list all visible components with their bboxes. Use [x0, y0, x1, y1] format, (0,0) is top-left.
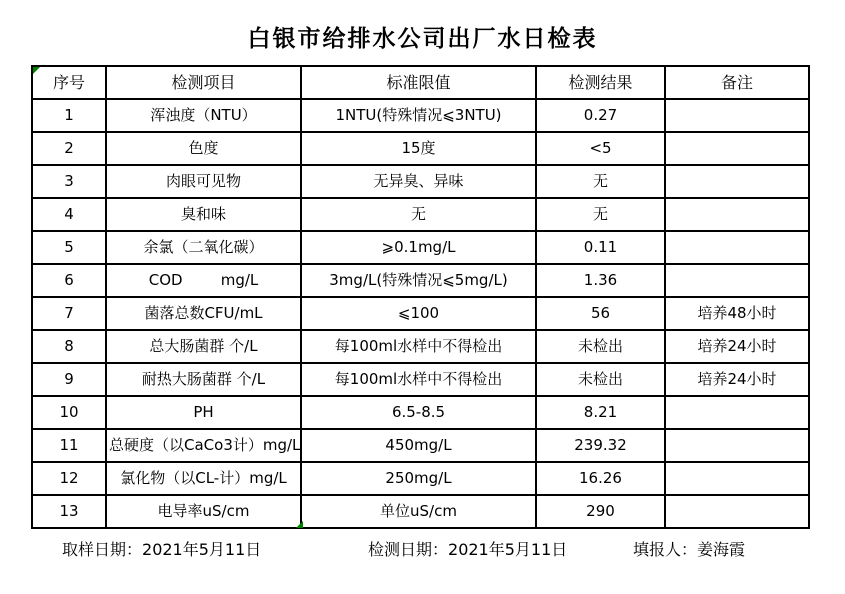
- sample-date-value: 2021年5月11日: [142, 540, 262, 559]
- table-row: [32, 297, 809, 330]
- cell-item: 余氯（二氧化碳）: [106, 231, 301, 264]
- cell-result: 0.11: [536, 231, 665, 264]
- cell-limit: 6.5-8.5: [301, 396, 536, 429]
- cell-item: 臭和味: [106, 198, 301, 231]
- cell-no: 13: [32, 495, 106, 528]
- cell-result: 290: [536, 495, 665, 528]
- cell-limit: ⩽100: [301, 297, 536, 330]
- cell-result: 1.36: [536, 264, 665, 297]
- cell-result: <5: [536, 132, 665, 165]
- sample-date: [62, 537, 261, 560]
- cell-limit: ⩾0.1mg/L: [301, 231, 536, 264]
- table-row: [32, 165, 809, 198]
- cell-result: 239.32: [536, 429, 665, 462]
- cell-item: 肉眼可见物: [106, 165, 301, 198]
- cell-result: 56: [536, 297, 665, 330]
- cell-item: PH: [106, 396, 301, 429]
- col-header-limit: 标准限值: [301, 66, 536, 99]
- cell-note: [665, 264, 809, 297]
- cell-result: 8.21: [536, 396, 665, 429]
- cell-item: 菌落总数CFU/mL: [106, 297, 301, 330]
- table-row: [32, 99, 809, 132]
- cell-item: 浑浊度（NTU）: [106, 99, 301, 132]
- cell-note: 培养24小时: [665, 363, 809, 396]
- table-row: [32, 495, 809, 528]
- cell-result: 无: [536, 165, 665, 198]
- cell-limit: 3mg/L(特殊情况⩽5mg/L): [301, 264, 536, 297]
- table-row: [32, 198, 809, 231]
- table-row: [32, 231, 809, 264]
- cell-no: 8: [32, 330, 106, 363]
- cell-limit: 1NTU(特殊情况⩽3NTU): [301, 99, 536, 132]
- cell-limit: 450mg/L: [301, 429, 536, 462]
- green-corner-marker-icon: [296, 521, 303, 528]
- cell-note: 培养24小时: [665, 330, 809, 363]
- cell-note: [665, 429, 809, 462]
- table-row: [32, 462, 809, 495]
- cell-result: 0.27: [536, 99, 665, 132]
- cell-item: 色度: [106, 132, 301, 165]
- cell-note: [665, 99, 809, 132]
- col-header-result: 检测结果: [536, 66, 665, 99]
- inspection-table: [31, 65, 810, 529]
- cell-limit: 无: [301, 198, 536, 231]
- reporter-value: 姜海霞: [697, 540, 746, 559]
- cell-item: 耐热大肠菌群 个/L: [106, 363, 301, 396]
- cell-no: 4: [32, 198, 106, 231]
- col-header-no: 序号: [32, 66, 106, 99]
- table-body: [32, 99, 809, 528]
- table-row: [32, 363, 809, 396]
- cell-result: 未检出: [536, 330, 665, 363]
- cell-no: 11: [32, 429, 106, 462]
- cell-note: [665, 165, 809, 198]
- cell-no: 2: [32, 132, 106, 165]
- reporter: [633, 537, 745, 560]
- cell-note: [665, 462, 809, 495]
- cell-no: 5: [32, 231, 106, 264]
- cell-item: 总大肠菌群 个/L: [106, 330, 301, 363]
- cell-no: 10: [32, 396, 106, 429]
- test-date-label: 检测日期：: [368, 540, 449, 559]
- cell-limit: 每100ml水样中不得检出: [301, 363, 536, 396]
- reporter-label: 填报人：: [633, 540, 698, 559]
- green-corner-marker-icon: [33, 67, 40, 74]
- cell-note: [665, 231, 809, 264]
- page-title: 白银市给排水公司出厂水日检表: [247, 26, 598, 52]
- table-row: [32, 330, 809, 363]
- cell-no: 6: [32, 264, 106, 297]
- cell-item: COD mg/L: [106, 264, 301, 297]
- table-row: [32, 264, 809, 297]
- cell-no: 7: [32, 297, 106, 330]
- cell-no: 3: [32, 165, 106, 198]
- cell-result: 16.26: [536, 462, 665, 495]
- sample-date-label: 取样日期：: [62, 540, 143, 559]
- cell-limit: 无异臭、异味: [301, 165, 536, 198]
- cell-note: [665, 132, 809, 165]
- cell-result: 未检出: [536, 363, 665, 396]
- cell-item: 氯化物（以CL-计）mg/L: [106, 462, 301, 495]
- cell-limit: 250mg/L: [301, 462, 536, 495]
- header-row: [32, 66, 809, 99]
- cell-item: 总硬度（以CaCo3计）mg/L: [106, 429, 301, 462]
- cell-limit: 每100ml水样中不得检出: [301, 330, 536, 363]
- table-row: [32, 429, 809, 462]
- cell-note: [665, 198, 809, 231]
- cell-no: 12: [32, 462, 106, 495]
- test-date-value: 2021年5月11日: [448, 540, 568, 559]
- cell-no: 9: [32, 363, 106, 396]
- cell-note: [665, 396, 809, 429]
- table-row: [32, 396, 809, 429]
- table-row: [32, 132, 809, 165]
- cell-note: 培养48小时: [665, 297, 809, 330]
- cell-limit: 单位uS/cm: [301, 495, 536, 528]
- col-header-item: 检测项目: [106, 66, 301, 99]
- col-header-note: 备注: [665, 66, 809, 99]
- cell-item: 电导率uS/cm: [106, 495, 301, 528]
- cell-no: 1: [32, 99, 106, 132]
- cell-limit: 15度: [301, 132, 536, 165]
- cell-result: 无: [536, 198, 665, 231]
- cell-note: [665, 495, 809, 528]
- test-date: [368, 537, 567, 560]
